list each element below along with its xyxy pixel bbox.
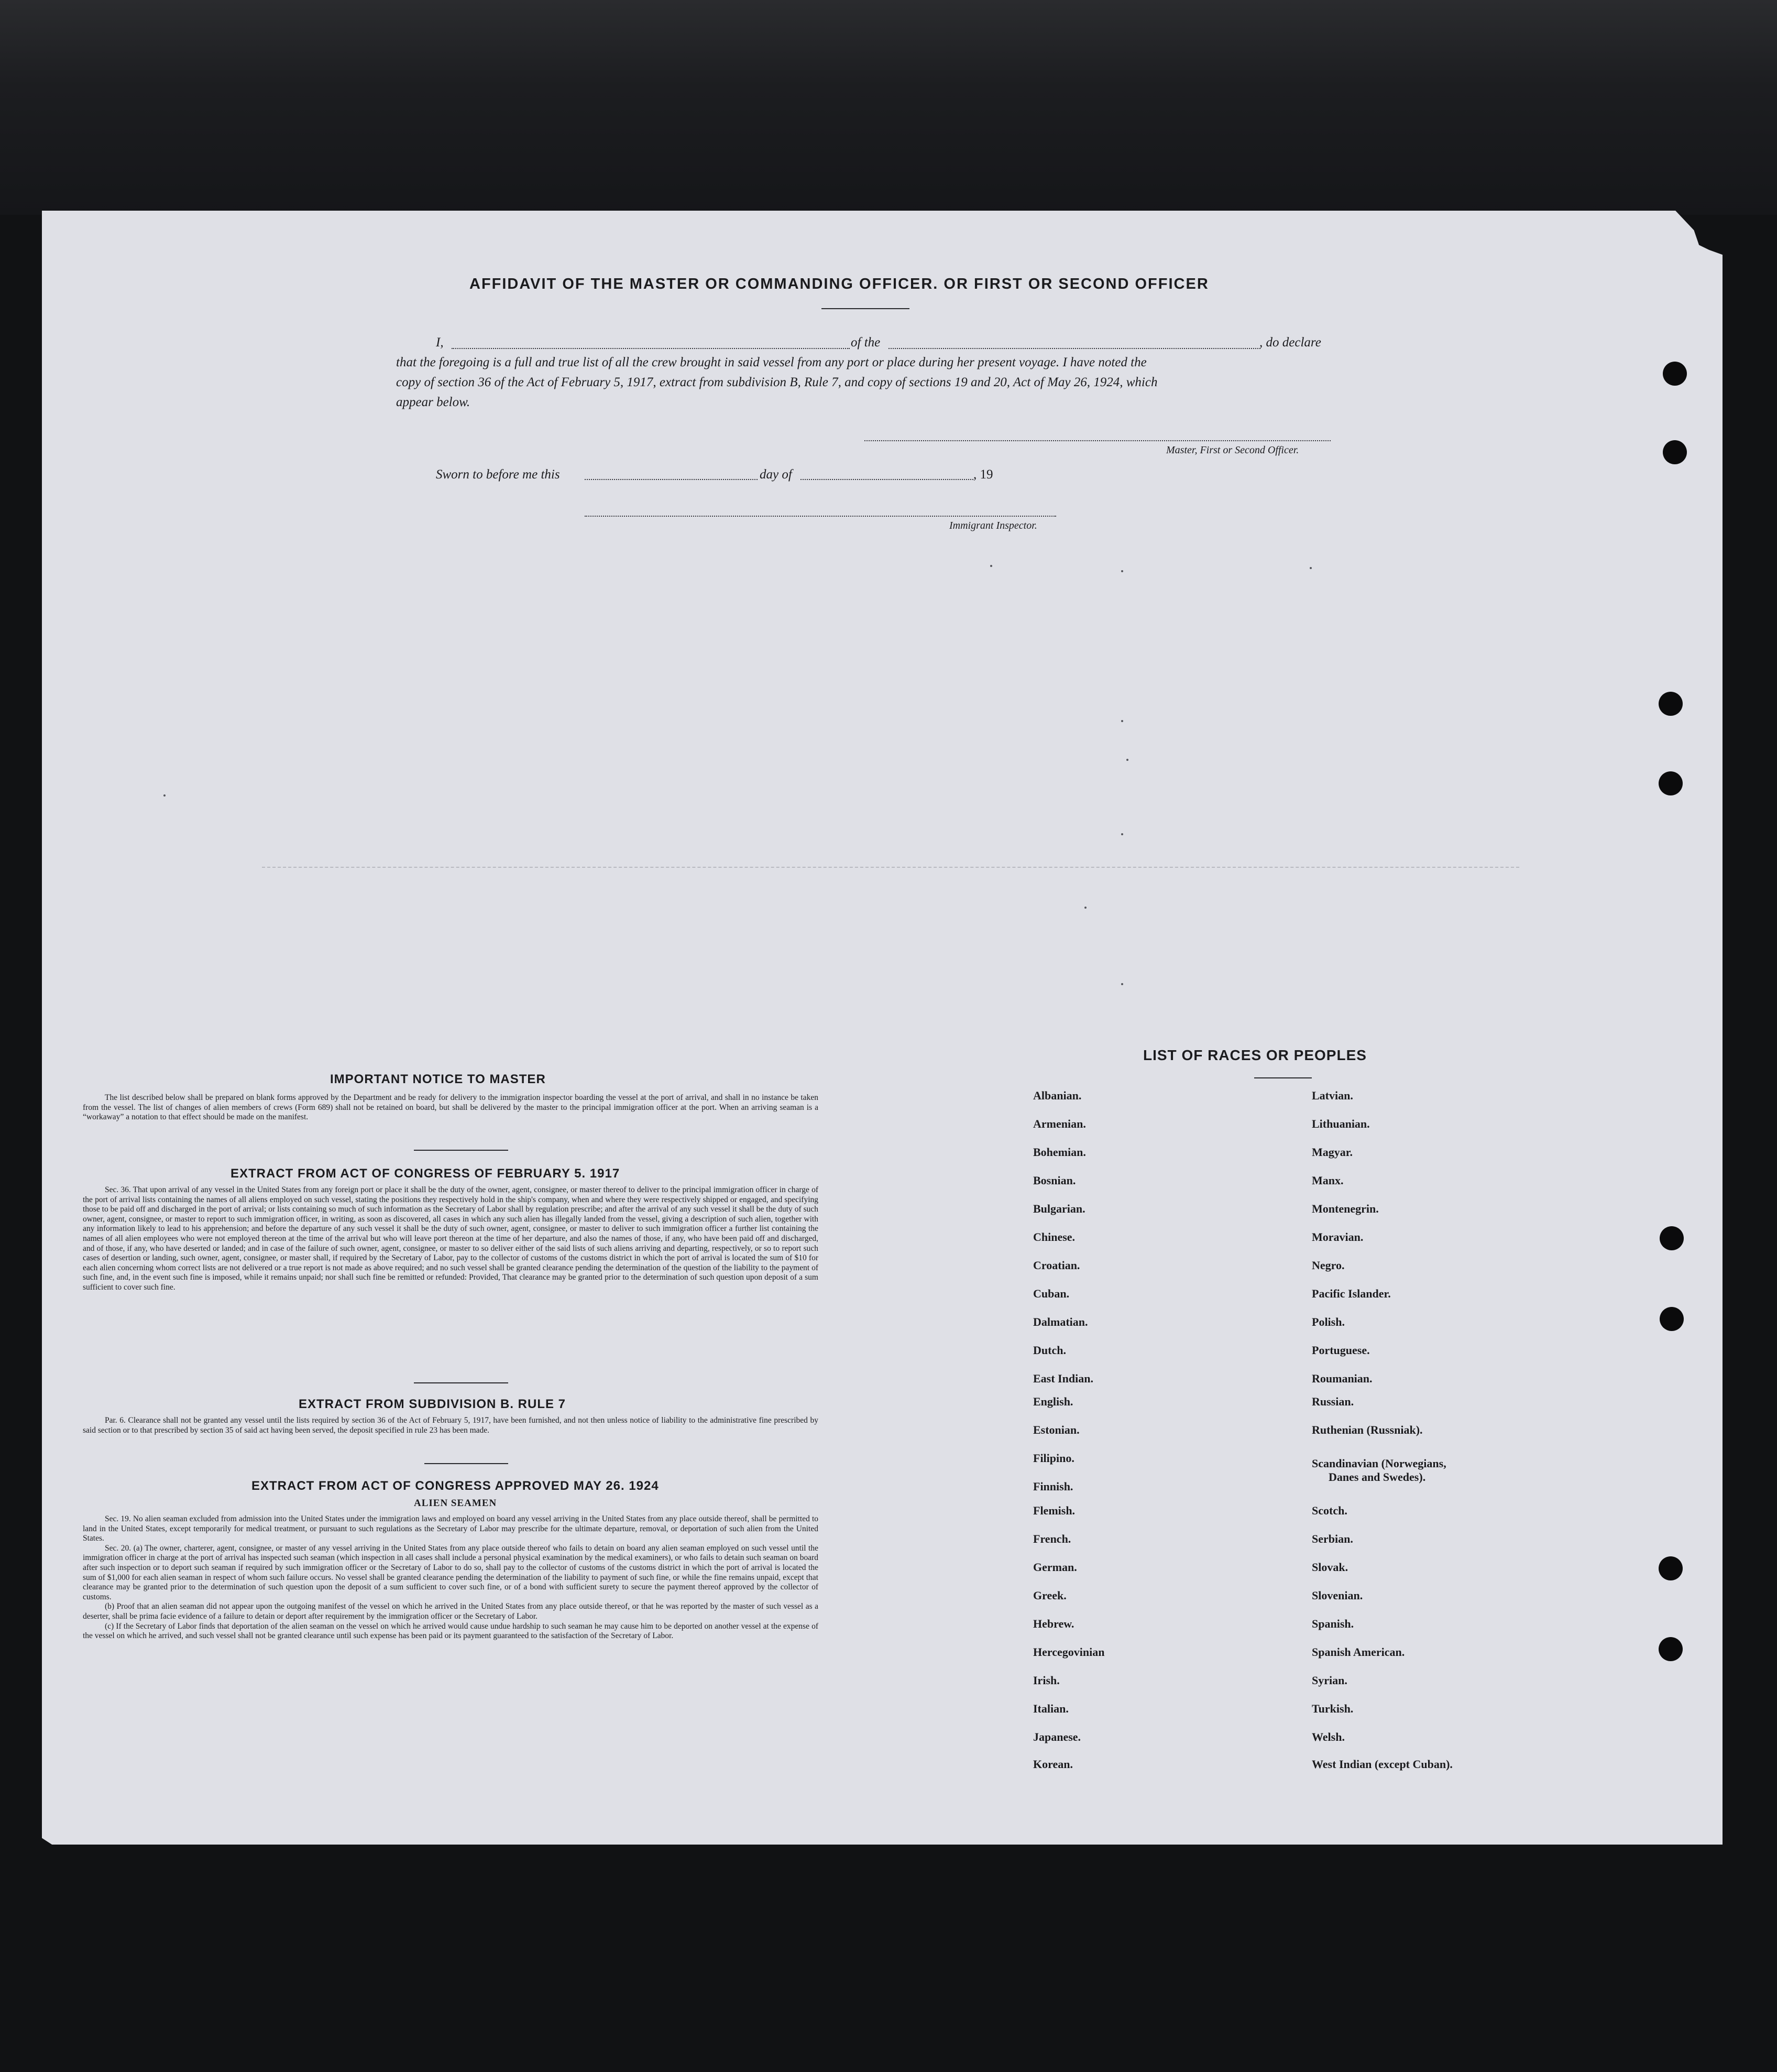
race-item: Turkish.	[1312, 1702, 1354, 1715]
race-item: Cuban.	[1033, 1287, 1070, 1300]
race-item: Croatian.	[1033, 1259, 1080, 1272]
race-item: Slovak.	[1312, 1561, 1348, 1574]
sec20c-paragraph: (c) If the Secretary of Labor finds that deportation of the alien seaman on the vessel on which he arrived would cause undue hardship to such seaman he may cause him to be deported on another vessel at the expense of the vessel on which he arrived, and such vessel shall not be granted clearance until such expense has been paid or its payment guaranteed to the satisfaction of the Secretary of Labor.	[83, 1621, 818, 1641]
affidavit-do-declare: , do declare	[1259, 335, 1321, 350]
notice-text: The list described below shall be prepared on blank forms approved by the Department and be ready for delivery to the immigration inspector boarding the vessel at the port of arrival, and shall in no instance be taken from the vessel. The list of changes of alien members of crews (Form 689) shall not be retained on board, but shall be delivered by the master to the principal immigration officer at the port. When an arriving seaman is a “workaway” a notation to that effect should be made on the manifest.	[83, 1093, 818, 1122]
punch-hole	[1659, 771, 1683, 795]
punch-hole	[1659, 1556, 1683, 1580]
sworn-month-field[interactable]	[800, 479, 973, 480]
title-underline	[821, 308, 909, 309]
punch-hole	[1663, 440, 1687, 464]
affidavit-title: AFFIDAVIT OF THE MASTER OR COMMANDING OFFICER. OR FIRST OR SECOND OFFICER	[469, 276, 1209, 292]
race-item: Spanish.	[1312, 1617, 1354, 1630]
race-item: East Indian.	[1033, 1372, 1093, 1385]
act1917-title: EXTRACT FROM ACT OF CONGRESS OF FEBRUARY 5. 1917	[231, 1166, 620, 1181]
race-item: Pacific Islander.	[1312, 1287, 1391, 1300]
scan-speck	[1121, 570, 1123, 572]
race-item: Scandinavian (Norwegians,	[1312, 1457, 1446, 1470]
race-item: Negro.	[1312, 1259, 1345, 1272]
affidavit-i-label: I,	[436, 335, 444, 350]
year-label: , 19	[973, 467, 993, 482]
race-item: Roumanian.	[1312, 1372, 1373, 1385]
punch-hole	[1660, 1226, 1684, 1250]
act1917-text: Sec. 36. That upon arrival of any vessel in the United States from any foreign port or place it shall be the duty of the owner, agent, consignee, or master thereof to deliver to the principal immigration officer in charge of the port of arrival lists containing the names of all aliens employed on such vessel, stating the positions they respectively hold in the ship's company, when and where they were respectively shipped or engaged, and specifying those to be paid off and discharged in the port of arrival; or lists containing so much of such information as the Secretary of Labor shall by regulation prescribe; and after the arrival of any such vessel it shall be the duty of such owner, agent, consignee, or master to report to such immigration officer, in writing, as soon as discovered, all cases in which any such alien has illegally landed from the vessel, giving a description of such alien, together with any information likely to lead to his apprehension; and before the departure of any such vessel it shall be the duty of such owner, agent, consignee, or master to deliver to such immigration officer a further list containing the names of all alien employees who were not employed thereon at the time of the arrival but who will leave port thereon at the time of her departure, and also the names of those, if any, who have been paid off and discharged, and of those, if any, who have deserted or landed; and in case of the failure of such owner, agent, consignee, or master to so deliver either of the said lists of such aliens arriving and departing, respectively, or so to report such cases of desertion or landing, such owner, agent, consignee, or master shall, if required by the Secretary of Labor, pay to the collector of customs of the customs district in which the port of arrival is located the sum of $10 for each alien concerning whom correct lists are not delivered or a true report is not made as above required; and no such vessel shall be granted clearance pending the determination of the question of the liability to the payment of such fine, and, in the event such fine is imposed, while it remains unpaid; nor shall such fine be remitted or refunded: Provided, That clearance may be granted prior to the determination of such question upon deposit of a sum sufficient to cover such fine.	[83, 1185, 818, 1292]
race-item: Serbian.	[1312, 1532, 1353, 1545]
race-item: Portuguese.	[1312, 1344, 1370, 1357]
punch-hole	[1660, 1307, 1684, 1331]
divider	[424, 1463, 508, 1464]
race-item: Danes and Swedes).	[1329, 1470, 1426, 1484]
race-item: West Indian (except Cuban).	[1312, 1758, 1453, 1771]
race-item: Lithuanian.	[1312, 1117, 1370, 1130]
affidavit-line-3: appear below.	[396, 395, 470, 409]
races-underline	[1254, 1077, 1312, 1078]
race-item: Dutch.	[1033, 1344, 1066, 1357]
race-item: Albanian.	[1033, 1089, 1082, 1102]
punch-hole	[1663, 362, 1687, 386]
scan-speck	[1310, 567, 1312, 569]
race-item: Korean.	[1033, 1758, 1073, 1771]
race-item: Bulgarian.	[1033, 1202, 1085, 1215]
race-item: English.	[1033, 1395, 1073, 1408]
race-item: Bosnian.	[1033, 1174, 1076, 1187]
faint-fold-line	[262, 867, 1519, 868]
race-item: Hebrew.	[1033, 1617, 1074, 1630]
sworn-label: Sworn to before me this	[436, 467, 560, 482]
notice-title: IMPORTANT NOTICE TO MASTER	[330, 1072, 546, 1086]
race-item: Japanese.	[1033, 1730, 1081, 1743]
day-of-label: day of	[760, 467, 792, 482]
race-item: Montenegrin.	[1312, 1202, 1379, 1215]
race-item: Italian.	[1033, 1702, 1069, 1715]
scan-background-top	[0, 0, 1777, 215]
scan-speck	[1121, 833, 1123, 835]
scan-speck	[1126, 759, 1128, 761]
act1924-text	[83, 1514, 818, 1641]
race-item: Spanish American.	[1312, 1645, 1405, 1659]
races-title: LIST OF RACES OR PEOPLES	[1143, 1047, 1367, 1063]
race-item: Dalmatian.	[1033, 1315, 1088, 1328]
scan-speck	[1121, 720, 1123, 722]
act1924-subtitle: ALIEN SEAMEN	[414, 1498, 497, 1509]
vessel-field[interactable]	[889, 348, 1260, 349]
race-item: French.	[1033, 1532, 1071, 1545]
divider	[414, 1382, 508, 1383]
sworn-day-field[interactable]	[585, 479, 758, 480]
race-item: Slovenian.	[1312, 1589, 1363, 1602]
act1924-title: EXTRACT FROM ACT OF CONGRESS APPROVED MAY 26. 1924	[251, 1479, 659, 1493]
race-item: Manx.	[1312, 1174, 1344, 1187]
sec19-paragraph: Sec. 19. No alien seaman excluded from admission into the United States under the immigration laws and employed on board any vessel arriving in the United States from any place outside thereof, shall be permitted to land in the United States, except temporarily for medical treatment, or pursuant to such regulations as the Secretary of Labor may prescribe for the ultimate departure, removal, or deportation of such alien from the United States.	[83, 1514, 818, 1543]
rule7-title: EXTRACT FROM SUBDIVISION B. RULE 7	[299, 1397, 566, 1411]
scan-speck	[990, 565, 992, 567]
race-item: Ruthenian (Russniak).	[1312, 1423, 1423, 1436]
race-item: German.	[1033, 1561, 1077, 1574]
master-caption: Master, First or Second Officer.	[1166, 444, 1299, 456]
punch-hole	[1659, 692, 1683, 716]
affidavit-line-1: that the foregoing is a full and true list of all the crew brought in said vessel from any port or place during her present voyage. I have noted the	[396, 355, 1147, 369]
race-item: Syrian.	[1312, 1674, 1347, 1687]
race-item: Irish.	[1033, 1674, 1060, 1687]
race-item: Polish.	[1312, 1315, 1345, 1328]
race-item: Russian.	[1312, 1395, 1354, 1408]
race-item: Bohemian.	[1033, 1146, 1086, 1159]
master-signature-field[interactable]	[864, 440, 1331, 441]
race-item: Moravian.	[1312, 1230, 1364, 1244]
race-item: Welsh.	[1312, 1730, 1345, 1743]
affidavit-line-2: copy of section 36 of the Act of February 5, 1917, extract from subdivision B, Rule 7, and copy of sections 19 and 20, Act of May 26, 1924, which	[396, 375, 1158, 389]
inspector-caption: Immigrant Inspector.	[949, 520, 1037, 531]
race-item: Filipino.	[1033, 1452, 1074, 1465]
race-item: Estonian.	[1033, 1423, 1080, 1436]
race-item: Latvian.	[1312, 1089, 1353, 1102]
race-item: Magyar.	[1312, 1146, 1353, 1159]
race-item: Armenian.	[1033, 1117, 1086, 1130]
affidavit-of-the-label: of the	[851, 335, 881, 350]
race-item: Chinese.	[1033, 1230, 1076, 1244]
name-field[interactable]	[452, 348, 850, 349]
sec20a-paragraph: Sec. 20. (a) The owner, charterer, agent, consignee, or master of any vessel arriving in the United States from any place outside thereof who fails to detain on board any alien seaman employed on such vessel until the immigration officer in charge at the port of arrival has inspected such seaman (which inspection in all cases shall include a personal physical examination by the medical examiners), or who fails to detain such seaman on board after such inspection or to deport such seaman if required by such immigration officer or the Secretary of Labor to do so, shall pay to the collector of customs of the customs district in which the port of arrival is located the sum of $1,000 for each alien seaman in respect of whom such failure occurs. No vessel shall be granted clearance pending the determination of the liability to payment of such fine, or while the fine remains unpaid, except that clearance may be granted prior to the determination of such question upon the deposit of a sum sufficient to cover such fine, or of a bond with sufficient surety to secure the payment thereof approved by the collector of customs.	[83, 1543, 818, 1601]
inspector-signature-field[interactable]	[585, 516, 1056, 517]
sec20b-paragraph: (b) Proof that an alien seaman did not appear upon the outgoing manifest of the vessel on which he arrived in the United States from any place outside thereof, or that he was reported by the master of such vessel as a deserter, shall be prima facie evidence of a failure to detain or deport after requirement by the immigration officer or the Secretary of Labor.	[83, 1602, 818, 1621]
race-item: Finnish.	[1033, 1480, 1073, 1493]
race-item: Scotch.	[1312, 1504, 1347, 1517]
scan-speck	[163, 794, 166, 797]
rule7-text: Par. 6. Clearance shall not be granted any vessel until the lists required by section 36 of the Act of February 5, 1917, have been furnished, and not then unless notice of liability to the administrative fine prescribed by said section or to that prescribed by section 35 of said act having been served, the deposit specified in rule 23 has been made.	[83, 1416, 818, 1435]
race-item: Flemish.	[1033, 1504, 1076, 1517]
race-item: Hercegovinian	[1033, 1645, 1105, 1659]
scan-speck	[1121, 983, 1123, 985]
scan-speck	[1084, 907, 1087, 909]
divider	[414, 1150, 508, 1151]
race-item: Greek.	[1033, 1589, 1067, 1602]
punch-hole	[1659, 1637, 1683, 1661]
